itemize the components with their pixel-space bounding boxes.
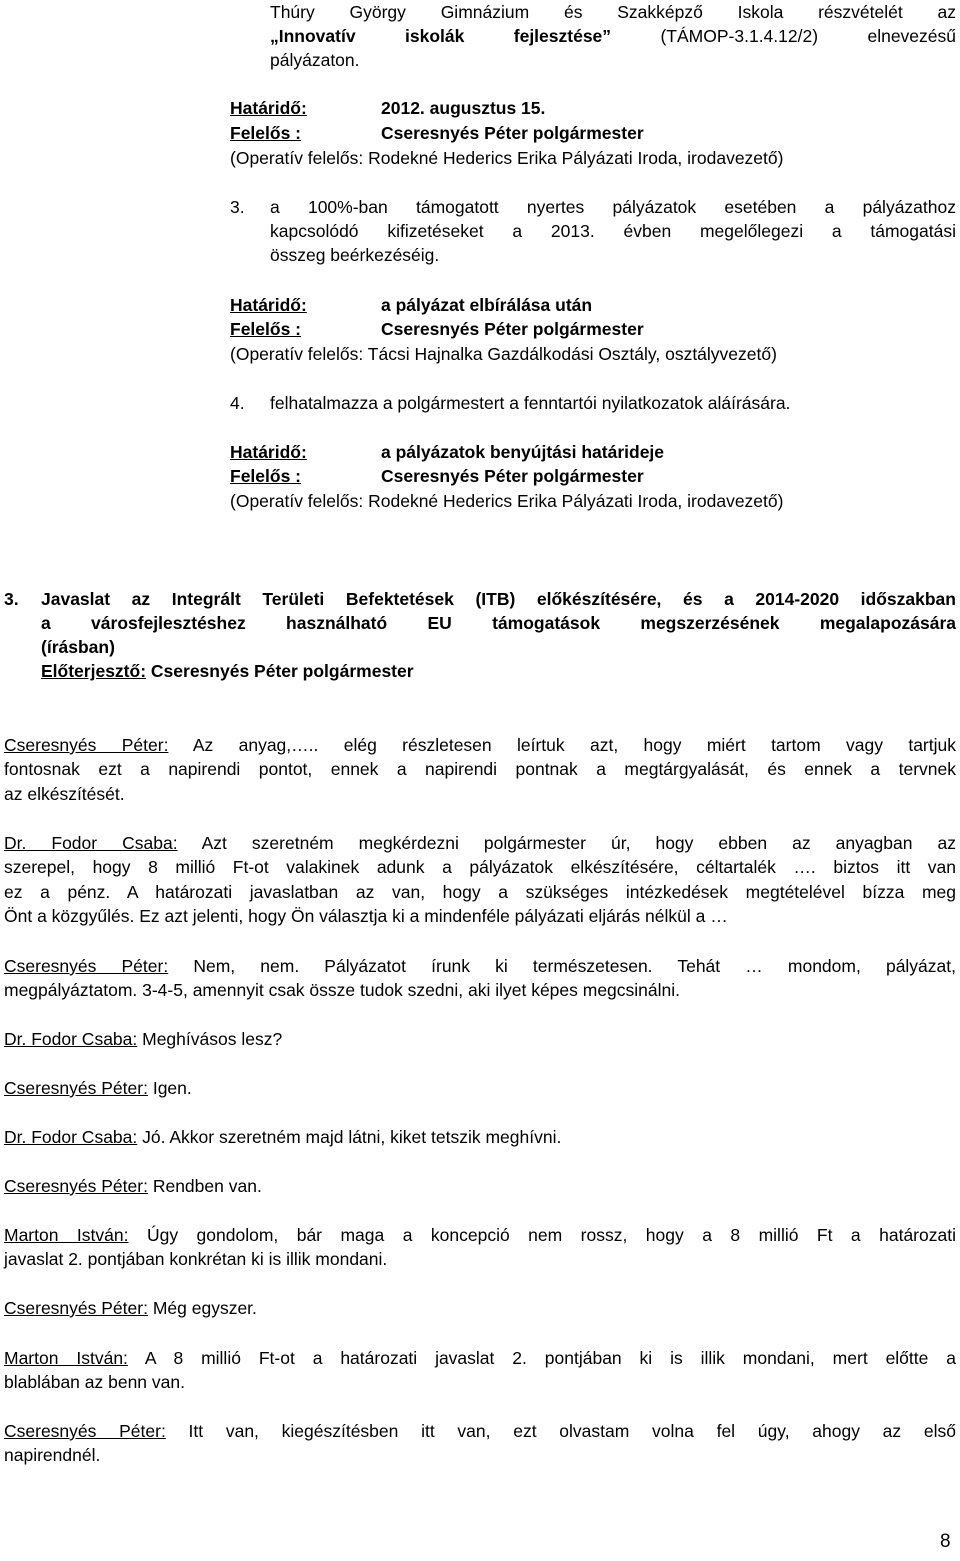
responsible-row-3: Felelős : Cseresnyés Péter polgármester [230, 466, 644, 486]
speaker-name: Cseresnyés Péter: [4, 1176, 148, 1196]
speech-2: Dr. Fodor Csaba: Azt szeretném megkérdezni polgármester úr, hogy ebben az anyagban az szerepel, hogy 8 millió Ft-ot valakinek adunk a pályázatok elkészítésére, céltartalék …. biztos itt van ez a pénz. A határozati javaslatban az van, hogy a szükséges intézkedések megtételével bízza meg Önt a közgyűlés. Ez azt jelenti, hogy Ön választja ki a mindenféle pályázati eljárás nélkül a … [4, 833, 956, 927]
presenter-label: Előterjesztő: [41, 661, 147, 681]
deadline-row-2: Határidő: a pályázat elbírálása után [230, 295, 593, 315]
project-title: „Innovatív iskolák fejlesztése” [270, 26, 612, 46]
responsible-row-1: Felelős : Cseresnyés Péter polgármester [230, 123, 644, 143]
speaker-name: Cseresnyés Péter: [4, 956, 169, 976]
speaker-name: Cseresnyés Péter: [4, 1421, 166, 1441]
speaker-name: Cseresnyés Péter: [4, 735, 169, 755]
item-4-number: 4. [230, 393, 245, 413]
operative-row-3: (Operatív felelős: Rodekné Hederics Erika Pályázati Iroda, irodavezető) [230, 491, 784, 511]
item-3-text: a 100%-ban támogatott nyertes pályázatok esetében a pályázathoz kapcsolódó kifizetéseket a 2013. évben megelőlegezi a támogatási összeg beérkezéséig. [270, 197, 956, 265]
item-4-text: felhatalmazza a polgármestert a fenntartói nyilatkozatok aláírására. [270, 393, 791, 413]
speech-6: Dr. Fodor Csaba: Jó. Akkor szeretném majd látni, kiket tetszik meghívni. [4, 1127, 562, 1147]
deadline-row-1: Határidő: 2012. augusztus 15. [230, 98, 546, 118]
intro-line-3: pályázaton. [270, 50, 360, 70]
speaker-name: Marton István: [4, 1225, 129, 1245]
speech-1: Cseresnyés Péter: Az anyag,….. elég részletesen leírtuk azt, hogy miért tartom vagy tartjuk fontosnak ezt a napirendi pontot, ennek a napirendi pontnak a megtárgyalását, és ennek a tervnek az elkészítését. [4, 735, 956, 804]
speaker-name: Dr. Fodor Csaba: [4, 1029, 138, 1049]
intro-line-2: „Innovatív iskolák fejlesztése” (TÁMOP-3.1.4.12/2) elnevezésű [270, 26, 956, 46]
speaker-name: Dr. Fodor Csaba: [4, 833, 178, 853]
operative-row-2: (Operatív felelős: Tácsi Hajnalka Gazdálkodási Osztály, osztályvezető) [230, 344, 777, 364]
deadline-label: Határidő: [230, 295, 307, 315]
responsible-label: Felelős : [230, 319, 301, 339]
speech-9: Cseresnyés Péter: Még egyszer. [4, 1298, 257, 1318]
speaker-name: Cseresnyés Péter: [4, 1298, 148, 1318]
intro-line-1: Thúry György Gimnázium és Szakképző Iskola részvételét az [270, 2, 956, 22]
speech-5: Cseresnyés Péter: Igen. [4, 1078, 192, 1098]
speech-3: Cseresnyés Péter: Nem, nem. Pályázatot írunk ki természetesen. Tehát … mondom, pályázat, megpályáztatom. 3-4-5, amennyit csak össze tudok szedni, aki ilyet képes megcsinálni. [4, 956, 956, 1001]
responsible-label: Felelős : [230, 123, 301, 143]
deadline-row-3: Határidő: a pályázatok benyújtási határideje [230, 442, 665, 462]
responsible-row-2: Felelős : Cseresnyés Péter polgármester [230, 319, 644, 339]
speech-4: Dr. Fodor Csaba: Meghívásos lesz? [4, 1029, 283, 1049]
speaker-name: Marton István: [4, 1348, 128, 1368]
speaker-name: Cseresnyés Péter: [4, 1078, 148, 1098]
operative-row-1: (Operatív felelős: Rodekné Hederics Erika Pályázati Iroda, irodavezető) [230, 148, 784, 168]
speech-8: Marton István: Úgy gondolom, bár maga a koncepció nem rossz, hogy a 8 millió Ft a határozati javaslat 2. pontjában konkrétan ki is illik mondani. [4, 1225, 956, 1270]
agenda-number: 3. [4, 589, 19, 609]
item-3-number: 3. [230, 197, 245, 217]
deadline-label: Határidő: [230, 442, 307, 462]
speaker-name: Dr. Fodor Csaba: [4, 1127, 138, 1147]
deadline-label: Határidő: [230, 98, 307, 118]
agenda-title: Javaslat az Integrált Területi Befektetések (ITB) előkészítésére, és a 2014-2020 időszakban a városfejlesztéshez használható EU támogatások megszerzésének megalapozására (írásban) Előterjesztő: Cseresnyés Péter polgármester [41, 589, 956, 681]
speech-10: Marton István: A 8 millió Ft-ot a határozati javaslat 2. pontjában ki is illik mondani, mert előtte a blablában az benn van. [4, 1348, 956, 1393]
presenter-row: Előterjesztő: Cseresnyés Péter polgármester [41, 661, 414, 681]
speech-7: Cseresnyés Péter: Rendben van. [4, 1176, 262, 1196]
speech-11: Cseresnyés Péter: Itt van, kiegészítésben itt van, ezt olvastam volna fel úgy, ahogy az első napirendnél. [4, 1421, 956, 1466]
responsible-label: Felelős : [230, 466, 301, 486]
page-number: 8 [940, 1531, 951, 1552]
